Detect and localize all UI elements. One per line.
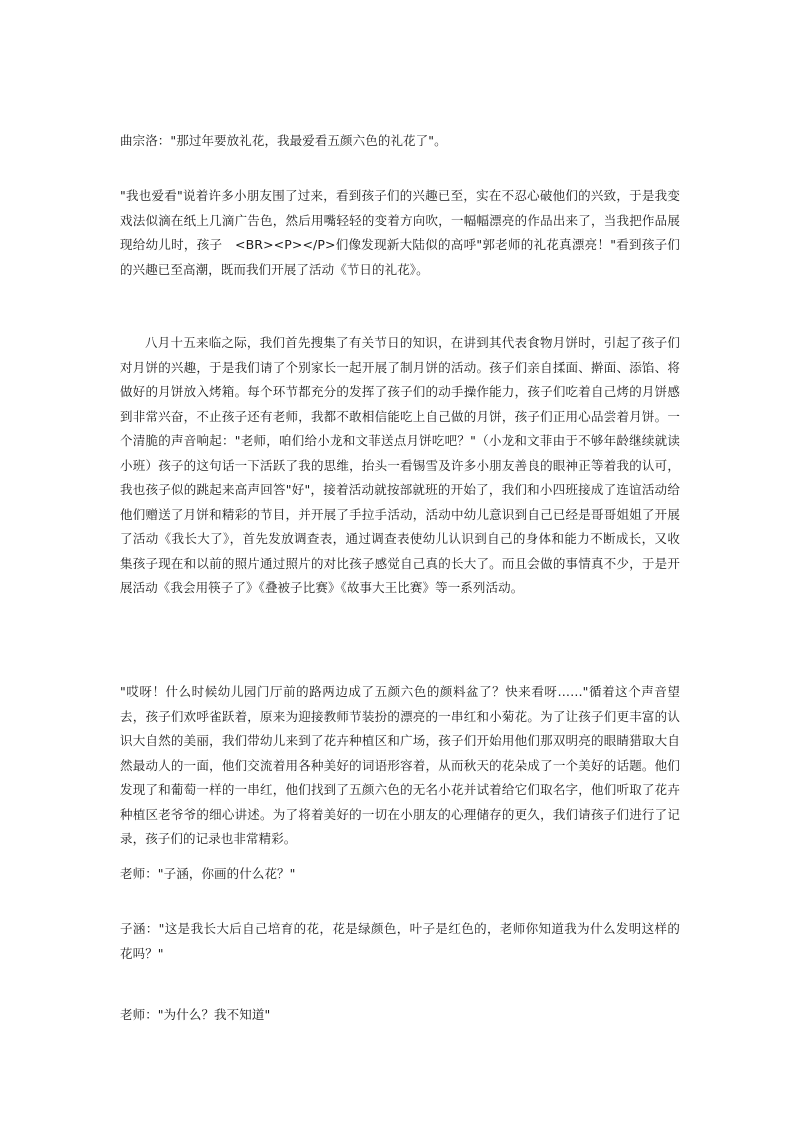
dialogue-child-answer: 子涵："这是我长大后自己培育的花，花是绿颜色，叶子是红色的，老师你知道我为什么发明这样的花吗？" — [120, 921, 680, 961]
body-paragraph-2: "我也爱看"说着许多小朋友围了过来，看到孩子们的兴趣已至，实在不忍心破他们的兴致，于是我变戏法似滴在纸上几滴广告色，然后用嘴轻轻的变着方向吹，一幅幅漂亮的作品出来了，当我把作品展现给幼儿时，孩子 <BR><P></P>们像发现新大陆似的高呼"郭老师的礼花真漂亮！"看到孩子们的兴趣已至高潮，既而我们开展了活动《节日的礼花》。 — [120, 188, 680, 277]
dialogue-teacher-question: 老师："子涵，你画的什么花？" — [120, 866, 296, 881]
body-paragraph-4: "哎呀！什么时候幼儿园门厅前的路两边成了五颜六色的颜料盆了？快来看呀……"循着这个声音望去，孩子们欢呼雀跃着，原来为迎接教师节装扮的漂亮的一串红和小菊花。为了让孩子们更丰富的认识大自然的美丽，我们带幼儿来到了花卉种植区和广场，孩子们开始用他们那双明亮的眼睛猎取大自然最动人的一面，他们交流着用各种美好的词语形容着，从而秋天的花朵成了一个美好的话题。他们发现了和葡萄一样的一串红，他们找到了五颜六色的无名小花并试着给它们取名字，他们听取了花卉种植区老爷爷的细心讲述。为了将着美好的一切在小朋友的心理储存的更久，我们请孩子们进行了记录，孩子们的记录也非常精彩。 — [120, 684, 680, 846]
dialogue-teacher-reply: 老师："为什么？我不知道" — [120, 1007, 271, 1022]
dialogue-paragraph-1: 曲宗洛："那过年要放礼花，我最爱看五颜六色的礼花了"。 — [120, 133, 447, 148]
body-paragraph-3: 八月十五来临之际，我们首先搜集了有关节日的知识，在讲到其代表食物月饼时，引起了孩子们对月饼的兴趣，于是我们请了个别家长一起开展了制月饼的活动。孩子们亲自揉面、擀面、添馅、将做好的月饼放入烤箱。每个环节都充分的发挥了孩子们的动手操作能力，孩子们吃着自己烤的月饼感到非常兴奋，不止孩子还有老师，我都不敢相信能吃上自己做的月饼，孩子们正用心品尝着月饼。一个清脆的声音响起："老师，咱们给小龙和文菲送点月饼吃吧？"（小龙和文菲由于不够年龄继续就读小班）孩子的这句话一下活跃了我的思维，抬头一看锡雪及许多小朋友善良的眼神正等着我的认可，我也孩子似的跳起来高声回答"好"，接着活动就按部就班的开始了，我们和小四班接成了连谊活动给他们赠送了月饼和精彩的节目，并开展了手拉手活动，活动中幼儿意识到自己已经是哥哥姐姐了开展了活动《我长大了》，首先发放调查表，通过调查表使幼儿认识到自己的身体和能力不断成长，又收集孩子现在和以前的照片通过照片的对比孩子感觉自己真的长大了。而且会做的事情真不少，于是开展活动《我会用筷子了》《叠被子比赛》《故事大王比赛》等一系列活动。 — [120, 335, 680, 595]
